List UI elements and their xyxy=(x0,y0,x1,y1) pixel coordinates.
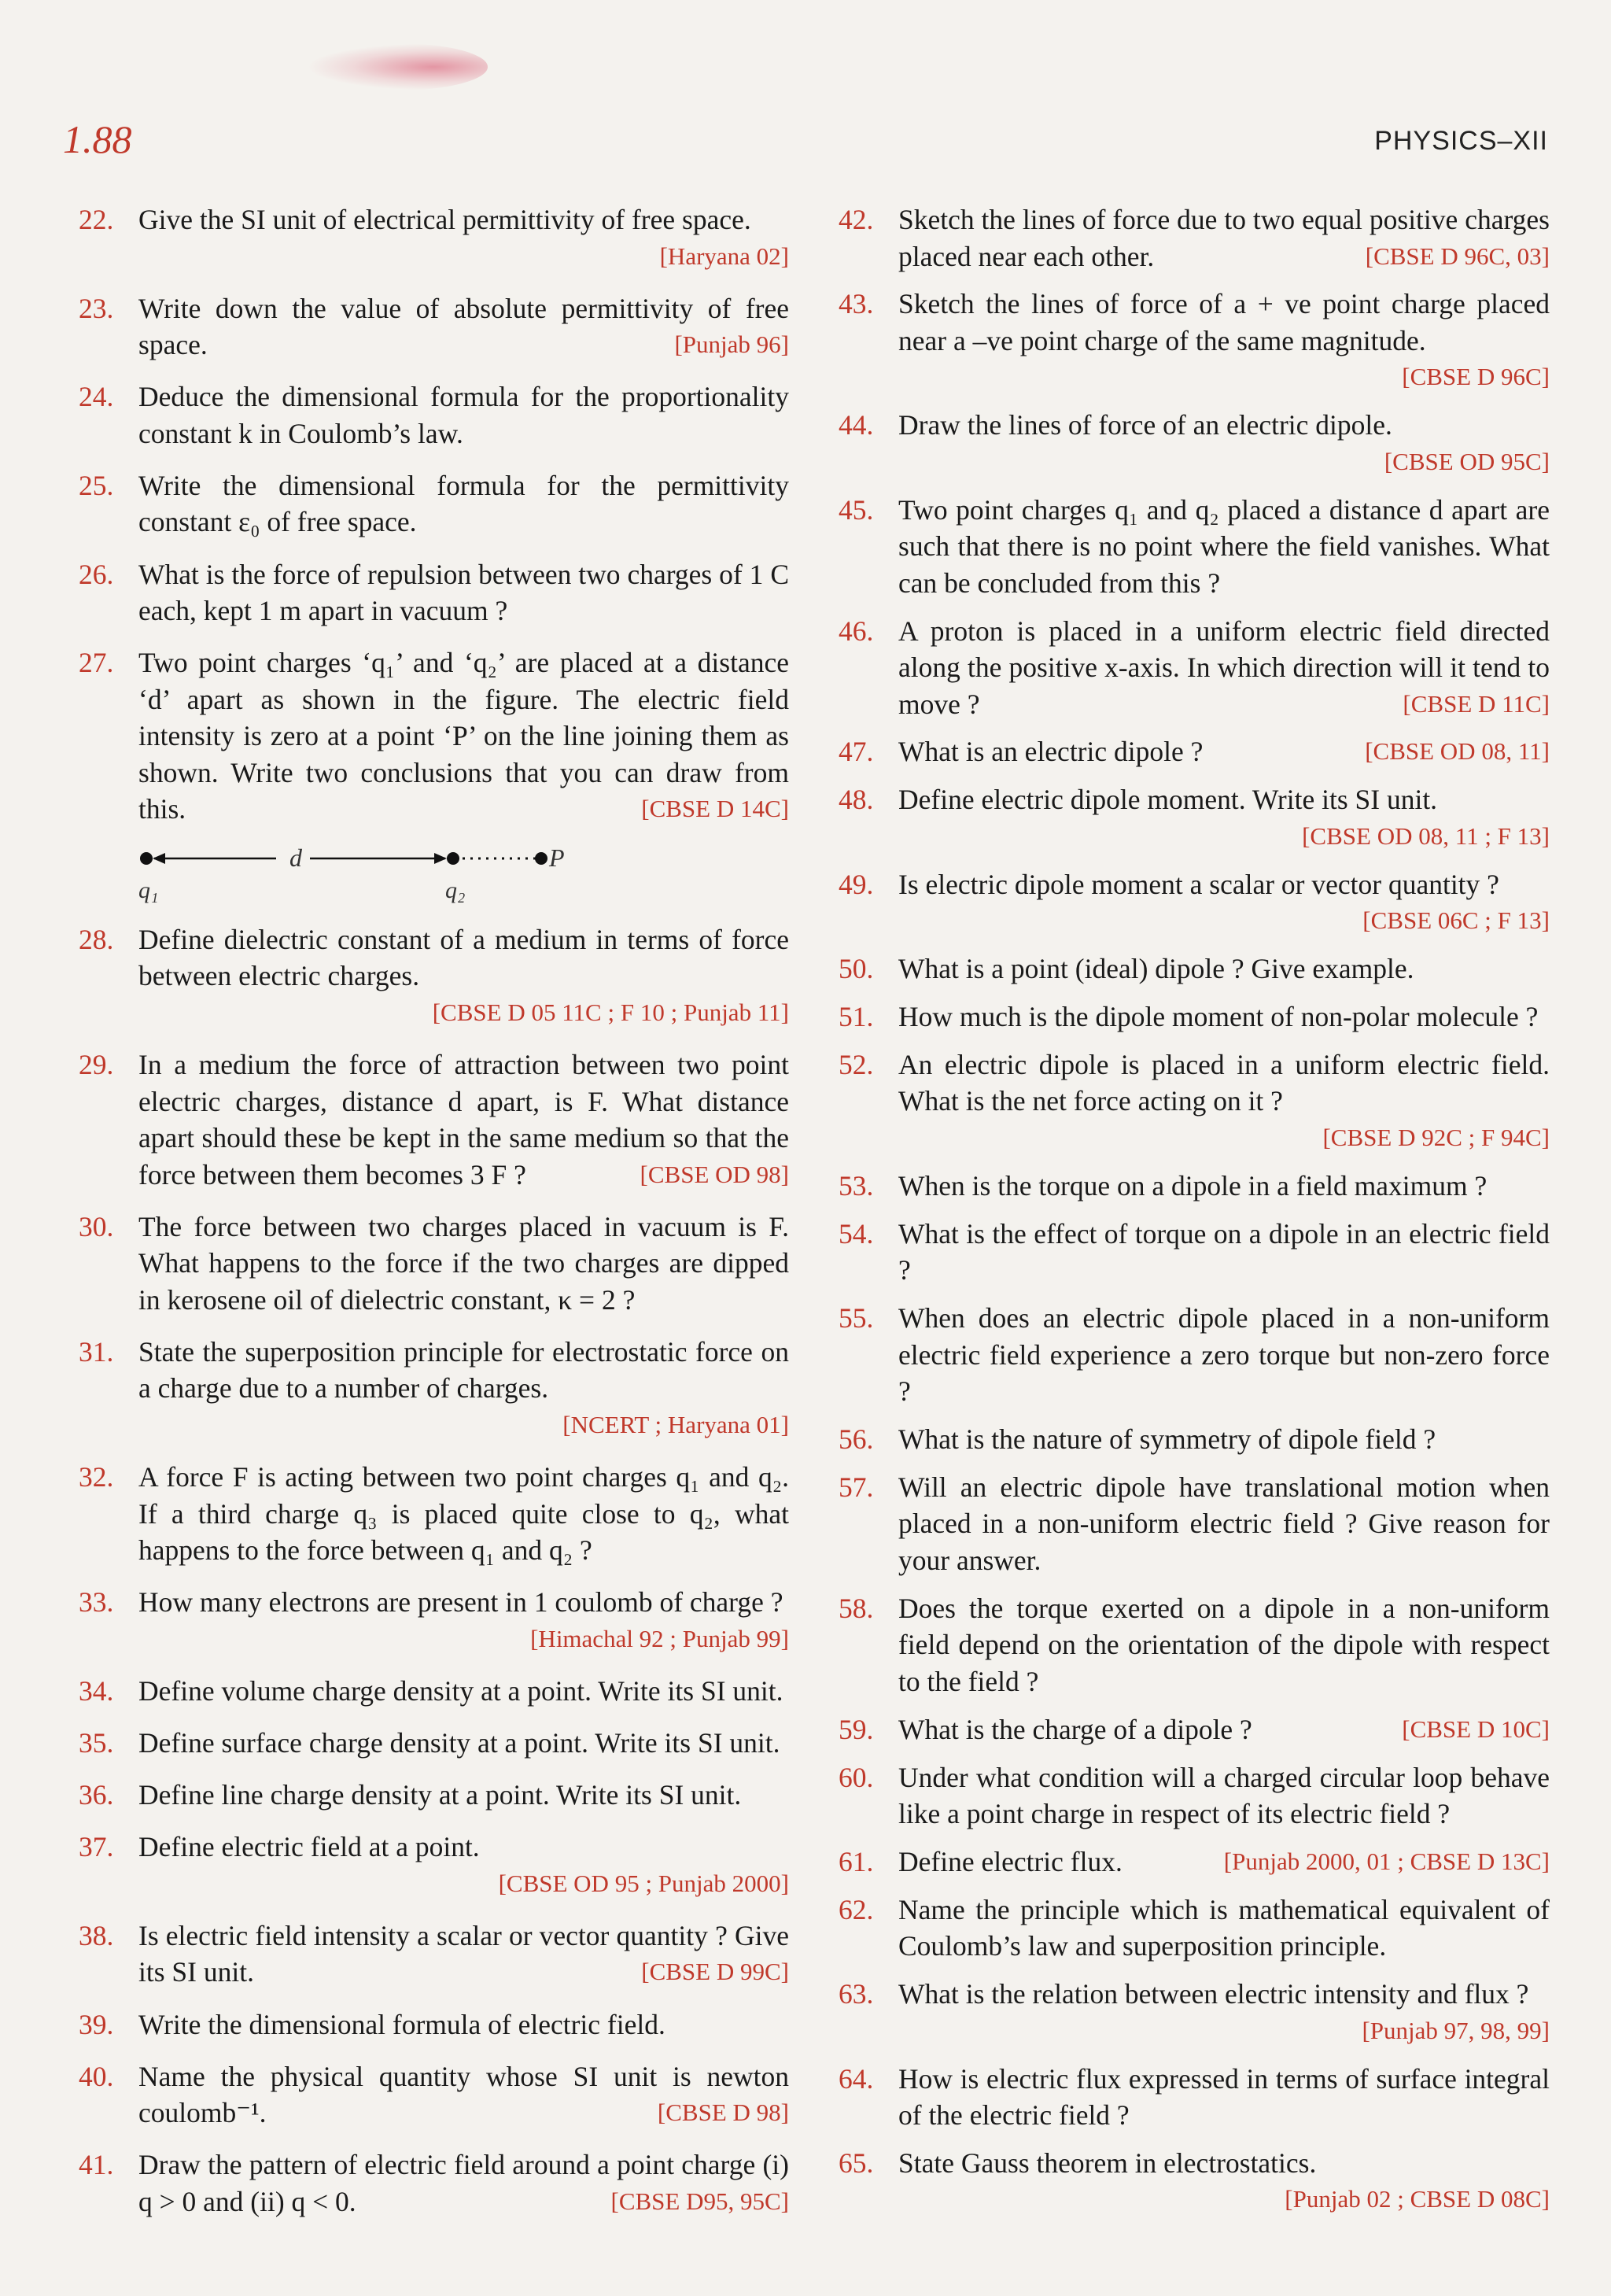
question-text: Draw the lines of force of an electric dipole. xyxy=(898,409,1392,441)
question-item xyxy=(839,866,1550,939)
question-number: 34. xyxy=(79,1674,114,1707)
question-item xyxy=(79,1584,789,1657)
question-number: 49. xyxy=(839,868,874,900)
charges-diagram xyxy=(138,843,579,906)
question-text: How is electric flux expressed in terms of surface integral of the electric field ? xyxy=(898,2062,1550,2132)
question-text: State the superposition principle for electrostatic force on a charge due to a number of charges. xyxy=(138,1335,789,1405)
question-item xyxy=(839,286,1550,396)
question-body xyxy=(138,1209,789,1319)
question-text: State Gauss theorem in electrostatics. xyxy=(898,2147,1317,2179)
question-text: Will an electric dipole have translational motion when placed in a non-uniform electric field ? Give reason for your answer. xyxy=(898,1471,1550,1576)
question-text: When is the torque on a dipole in a field maximum ? xyxy=(898,1169,1488,1202)
question-text: Sketch the lines of force of a + ve point charge placed near a –ve point charge of the same magnitude. xyxy=(898,288,1550,356)
question-body xyxy=(898,999,1550,1035)
question-item xyxy=(79,1459,789,1569)
ink-smudge xyxy=(307,43,488,90)
exam-reference: [CBSE D 98] xyxy=(657,2099,789,2127)
question-number: 51. xyxy=(839,1001,874,1033)
question-body xyxy=(138,1725,789,1762)
question-number: 22. xyxy=(79,204,114,235)
question-number: 44. xyxy=(839,409,874,441)
book-title: PHYSICS–XII xyxy=(1374,126,1548,156)
question-item xyxy=(839,1421,1550,1458)
question-text: Name the physical quantity whose SI unit is newton coulomb⁻¹. xyxy=(138,2060,789,2129)
exam-reference: [CBSE D 96C] xyxy=(1402,363,1550,391)
question-body xyxy=(898,1711,1550,1748)
question-number: 63. xyxy=(839,1978,874,2010)
question-body xyxy=(898,1300,1550,1410)
question-item xyxy=(839,1976,1550,2049)
question-number: 29. xyxy=(79,1049,114,1081)
question-text: What is the effect of torque on a dipole in an electric field ? xyxy=(898,1217,1550,1286)
question-text: Two point charges q₁ and q₂ placed a distance d apart are such that there is no point where the field vanishes. What can be concluded from this ? xyxy=(898,493,1550,599)
question-item xyxy=(839,201,1550,275)
question-text: What is an electric dipole ? xyxy=(898,736,1204,768)
question-item xyxy=(79,644,789,828)
question-text: Write the dimensional formula of electric field. xyxy=(138,2008,665,2040)
question-number: 32. xyxy=(79,1461,114,1493)
question-body xyxy=(138,201,789,275)
question-number: 61. xyxy=(839,1845,874,1877)
exam-reference: [CBSE D95, 95C] xyxy=(610,2187,789,2215)
exam-reference: [CBSE OD 95C] xyxy=(1384,447,1550,475)
question-number: 42. xyxy=(839,204,874,235)
question-item xyxy=(839,1590,1550,1700)
question-body xyxy=(898,492,1550,602)
question-text: When does an electric dipole placed in a non-uniform electric field experience a zero torque but non-zero force ? xyxy=(898,1302,1550,1408)
question-number: 47. xyxy=(839,736,874,768)
exam-reference: [CBSE OD 95 ; Punjab 2000] xyxy=(498,1869,789,1897)
question-item xyxy=(79,201,789,275)
question-body xyxy=(138,2147,789,2220)
exam-reference: [CBSE D 10C] xyxy=(1402,1715,1550,1743)
question-number: 28. xyxy=(79,923,114,955)
question-body xyxy=(138,378,789,452)
question-item xyxy=(79,467,789,541)
question-item xyxy=(79,1046,789,1193)
question-item xyxy=(839,613,1550,723)
exam-reference: [CBSE OD 08, 11 ; F 13] xyxy=(1302,821,1550,850)
exam-reference: [CBSE OD 98] xyxy=(640,1160,789,1188)
question-text: Does the torque exerted on a dipole in a non-uniform field depend on the orientation of the dipole with respect to the field ? xyxy=(898,1592,1550,1697)
question-number: 60. xyxy=(839,1761,874,1793)
question-text: In a medium the force of attraction between two point electric charges, distance d apart, is F. What distance apart should these be kept in the same medium so that the force between them becomes 3 F ? xyxy=(138,1049,789,1190)
question-text: Write down the value of absolute permittivity of free space. xyxy=(138,292,789,361)
question-body xyxy=(898,1759,1550,1833)
question-number: 53. xyxy=(839,1169,874,1202)
question-body xyxy=(898,1844,1550,1881)
question-number: 45. xyxy=(839,493,874,526)
question-body xyxy=(138,1046,789,1193)
question-text: Two point charges ‘q₁’ and ‘q₂’ are placed at a distance ‘d’ apart as shown in the figure. The electric field intensity is zero at a point ‘P’ on the line joining them as shown. Write two conclusions that you can draw from this. xyxy=(138,647,789,825)
question-number: 27. xyxy=(79,647,114,679)
question-number: 57. xyxy=(839,1471,874,1503)
question-text: Draw the pattern of electric field around a point charge (i) q > 0 and (ii) q < 0. xyxy=(138,2149,789,2217)
question-item xyxy=(79,1334,789,1444)
question-item xyxy=(79,378,789,452)
left-question-column xyxy=(79,201,789,2220)
question-item xyxy=(839,1759,1550,1833)
question-item xyxy=(839,1168,1550,1205)
question-text: Define line charge density at a point. Write its SI unit. xyxy=(138,1779,742,1811)
question-item xyxy=(839,1892,1550,1965)
question-number: 55. xyxy=(839,1302,874,1334)
question-number: 24. xyxy=(79,381,114,413)
question-body xyxy=(898,1046,1550,1120)
question-number: 33. xyxy=(79,1586,114,1619)
question-body xyxy=(138,1918,789,1991)
question-item xyxy=(839,2061,1550,2134)
question-number: 64. xyxy=(839,2062,874,2095)
question-number: 37. xyxy=(79,1831,114,1863)
exam-reference: [CBSE 06C ; F 13] xyxy=(1362,906,1550,935)
question-text: Define dielectric constant of a medium in terms of force between electric charges. xyxy=(138,923,789,992)
exam-reference: [Punjab 97, 98, 99] xyxy=(1362,2016,1550,2044)
question-body xyxy=(138,2006,789,2043)
question-item xyxy=(839,1046,1550,1157)
question-number: 25. xyxy=(79,469,114,501)
question-number: 48. xyxy=(839,784,874,816)
question-number: 31. xyxy=(79,1335,114,1368)
charges-figure xyxy=(138,843,789,906)
question-number: 54. xyxy=(839,1217,874,1250)
p-point xyxy=(535,852,547,865)
question-item xyxy=(79,2147,789,2220)
question-body xyxy=(898,781,1550,818)
question-text: Under what condition will a charged circular loop behave like a point charge in respect of its electric field ? xyxy=(898,1761,1550,1830)
question-item xyxy=(79,2006,789,2043)
question-number: 41. xyxy=(79,2149,114,2181)
question-body xyxy=(898,2061,1550,2134)
question-body xyxy=(138,2058,789,2132)
question-text: Define volume charge density at a point. Write its SI unit. xyxy=(138,1674,783,1707)
question-body xyxy=(898,866,1550,939)
question-body xyxy=(138,556,789,629)
question-number: 35. xyxy=(79,1726,114,1759)
question-body xyxy=(138,1777,789,1814)
question-item xyxy=(839,733,1550,770)
question-number: 26. xyxy=(79,558,114,590)
question-text: Deduce the dimensional formula for the proportionality constant k in Coulomb’s law. xyxy=(138,381,789,449)
exam-reference: [NCERT ; Haryana 01] xyxy=(562,1410,789,1438)
d-label: d xyxy=(289,843,302,873)
question-body xyxy=(898,613,1550,723)
exam-reference: [Punjab 2000, 01 ; CBSE D 13C] xyxy=(1223,1847,1550,1875)
question-body xyxy=(898,1421,1550,1458)
question-text: Sketch the lines of force due to two equal positive charges placed near each other. xyxy=(898,204,1550,272)
question-body xyxy=(898,407,1550,444)
question-body xyxy=(138,1334,789,1407)
question-item xyxy=(839,1711,1550,1748)
right-question-column xyxy=(839,201,1550,2218)
question-number: 39. xyxy=(79,2008,114,2040)
exam-reference: [CBSE D 99C] xyxy=(641,1958,789,1986)
exam-reference: [CBSE D 92C ; F 94C] xyxy=(1322,1123,1550,1151)
question-body xyxy=(138,1584,789,1657)
q1-label: q₁ xyxy=(138,877,159,904)
question-text: Is electric dipole moment a scalar or vector quantity ? xyxy=(898,868,1499,900)
question-number: 58. xyxy=(839,1592,874,1624)
question-text: A force F is acting between two point charges q₁ and q₂. If a third charge q₃ is placed quite close to q₂, what happens to the force between q₁ and q₂ ? xyxy=(138,1461,789,1567)
question-number: 46. xyxy=(839,615,874,647)
question-text: Define electric field at a point. xyxy=(138,1831,480,1863)
exam-reference: [CBSE D 11C] xyxy=(1403,689,1550,718)
question-text: The force between two charges placed in vacuum is F. What happens to the force if the two charges are dipped in kerosene oil of dielectric constant, κ = 2 ? xyxy=(138,1210,789,1316)
arrowhead-left xyxy=(153,853,165,864)
question-text: An electric dipole is placed in a uniform electric field. What is the net force acting on it ? xyxy=(898,1048,1550,1117)
question-body xyxy=(898,201,1550,275)
question-number: 65. xyxy=(839,2147,874,2179)
q2-label: q₂ xyxy=(445,877,466,904)
question-item xyxy=(79,556,789,629)
question-number: 30. xyxy=(79,1210,114,1242)
question-text: Is electric field intensity a scalar or vector quantity ? Give its SI unit. xyxy=(138,1919,789,1988)
question-body xyxy=(898,1469,1550,1579)
question-text: Name the principle which is mathematical equivalent of Coulomb’s law and superposition principle. xyxy=(898,1893,1550,1962)
question-number: 52. xyxy=(839,1048,874,1080)
question-item xyxy=(79,1209,789,1319)
question-item xyxy=(839,492,1550,602)
question-body xyxy=(138,467,789,541)
arrowhead-right xyxy=(434,853,447,864)
question-item xyxy=(839,1469,1550,1579)
question-text: A proton is placed in a uniform electric field directed along the positive x-axis. In which direction will it tend to move ? xyxy=(898,615,1550,720)
exam-reference: [CBSE D 05 11C ; F 10 ; Punjab 11] xyxy=(432,998,789,1026)
question-number: 38. xyxy=(79,1919,114,1951)
question-number: 43. xyxy=(839,288,874,320)
question-item xyxy=(839,951,1550,987)
question-body xyxy=(138,1459,789,1569)
question-body xyxy=(898,733,1550,770)
exam-reference: [CBSE D 96C, 03] xyxy=(1365,242,1550,270)
question-text: Write the dimensional formula for the permittivity constant ε₀ of free space. xyxy=(138,469,789,538)
question-text: What is the nature of symmetry of dipole field ? xyxy=(898,1423,1436,1455)
question-text: Define surface charge density at a point. Write its SI unit. xyxy=(138,1726,780,1759)
question-number: 40. xyxy=(79,2060,114,2092)
question-body xyxy=(138,290,789,364)
question-text: What is the relation between electric intensity and flux ? xyxy=(898,1978,1529,2010)
question-item xyxy=(79,2058,789,2132)
exam-reference: [CBSE OD 08, 11] xyxy=(1365,737,1550,766)
question-number: 36. xyxy=(79,1779,114,1811)
question-item xyxy=(839,999,1550,1035)
question-item xyxy=(79,921,789,1032)
question-item xyxy=(79,1918,789,1991)
question-text: What is the force of repulsion between two charges of 1 C each, kept 1 m apart in vacuum ? xyxy=(138,558,789,627)
question-item xyxy=(79,290,789,364)
question-number: 23. xyxy=(79,292,114,324)
question-body xyxy=(898,951,1550,987)
question-item xyxy=(79,1829,789,1902)
question-item xyxy=(839,781,1550,855)
question-item xyxy=(79,1673,789,1710)
question-item xyxy=(839,2145,1550,2218)
question-number: 56. xyxy=(839,1423,874,1455)
question-item xyxy=(839,407,1550,480)
exam-reference: [CBSE D 14C] xyxy=(641,795,789,823)
question-body xyxy=(898,1590,1550,1700)
question-text: Define electric dipole moment. Write its SI unit. xyxy=(898,784,1438,816)
question-text: What is the charge of a dipole ? xyxy=(898,1713,1252,1745)
question-text: Define electric flux. xyxy=(898,1845,1123,1877)
q1-point xyxy=(140,852,153,865)
question-text: Give the SI unit of electrical permittivity of free space. xyxy=(138,204,751,235)
question-item xyxy=(839,1216,1550,1289)
question-item xyxy=(79,1725,789,1762)
question-text: How many electrons are present in 1 coulomb of charge ? xyxy=(138,1586,783,1619)
exam-reference: [Haryana 02] xyxy=(659,242,789,270)
question-number: 62. xyxy=(839,1893,874,1925)
question-body xyxy=(138,1673,789,1710)
question-body xyxy=(138,1829,789,1866)
question-body xyxy=(898,1168,1550,1205)
exam-reference: [Himachal 92 ; Punjab 99] xyxy=(530,1624,789,1652)
question-body xyxy=(138,921,789,995)
q2-point xyxy=(447,852,459,865)
question-body xyxy=(138,644,789,828)
exam-reference: [Punjab 02 ; CBSE D 08C] xyxy=(1285,2185,1550,2213)
question-text: How much is the dipole moment of non-polar molecule ? xyxy=(898,1001,1539,1033)
question-text: What is a point (ideal) dipole ? Give example. xyxy=(898,953,1414,985)
question-body xyxy=(898,286,1550,396)
p-label: P xyxy=(549,843,565,873)
question-body xyxy=(898,1976,1550,2049)
question-item xyxy=(839,1300,1550,1410)
question-body xyxy=(898,2145,1550,2182)
question-item xyxy=(79,1777,789,1814)
question-number: 50. xyxy=(839,953,874,985)
question-body xyxy=(898,1216,1550,1289)
exam-reference: [Punjab 96] xyxy=(674,330,789,359)
question-body xyxy=(898,1892,1550,1965)
page-number: 1.88 xyxy=(63,117,132,161)
question-item xyxy=(839,1844,1550,1881)
question-number: 59. xyxy=(839,1713,874,1745)
